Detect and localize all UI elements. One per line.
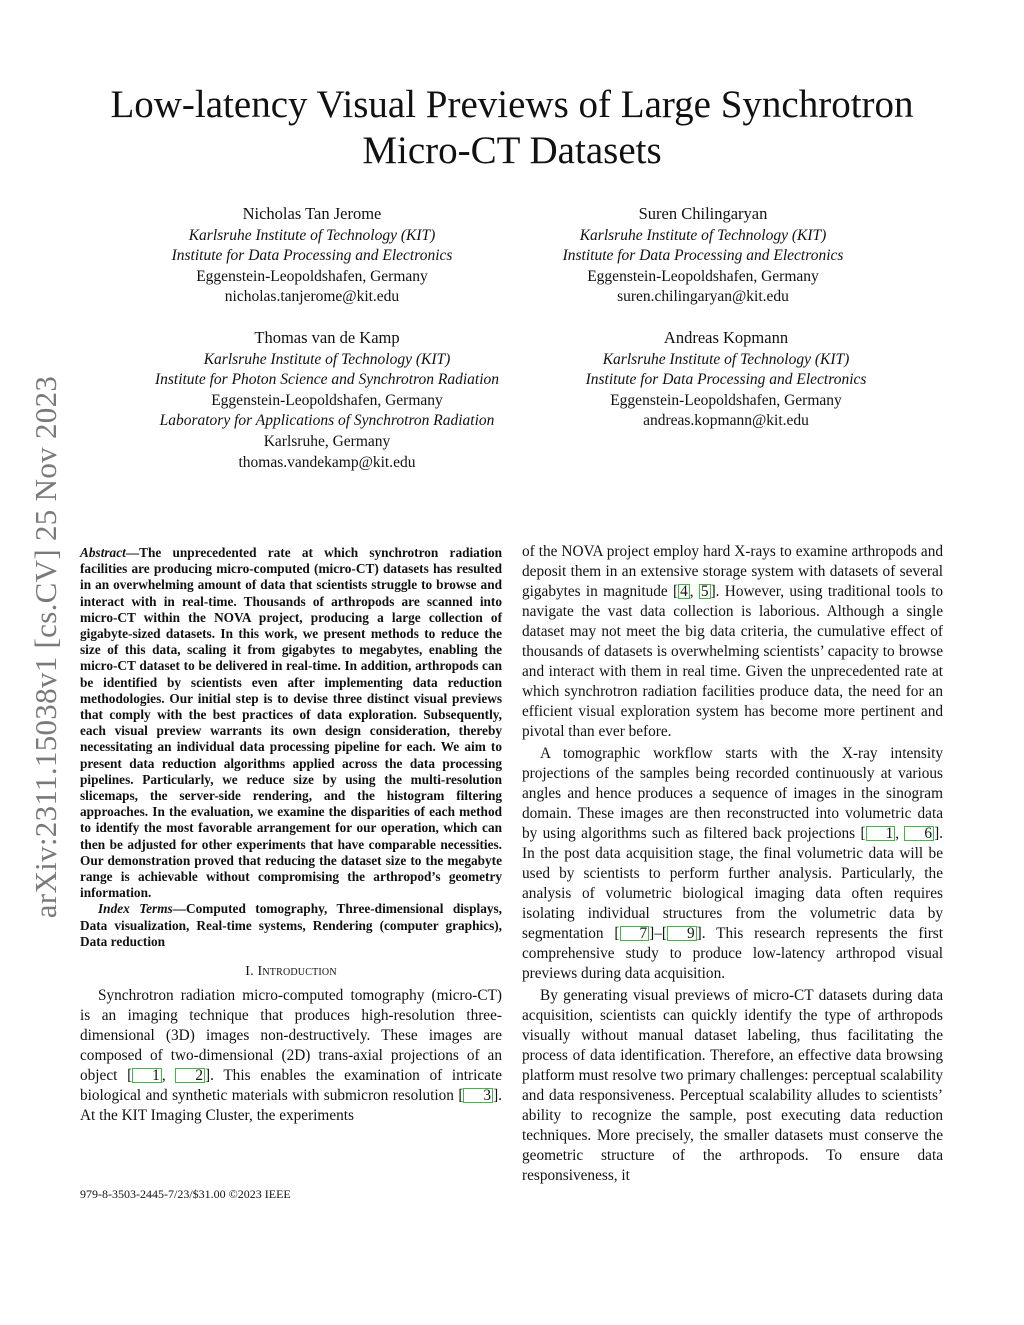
text-run: , — [689, 583, 699, 600]
citation-link[interactable]: 6 — [904, 826, 934, 841]
citation-link[interactable]: 1 — [132, 1068, 162, 1083]
left-column — [80, 545, 502, 1126]
author-location: Eggenstein-Leopoldshafen, Germany — [587, 267, 819, 285]
author-laboratory: Laboratory for Applications of Synchrotron Radiation — [159, 412, 495, 430]
author-name: Suren Chilingaryan — [638, 204, 768, 223]
section-name: Introduction — [257, 964, 337, 980]
author-department: Institute for Data Processing and Electronics — [585, 371, 867, 389]
body-paragraph — [522, 542, 943, 742]
citation-link[interactable]: 4 — [680, 583, 688, 600]
text-run: , — [895, 825, 905, 842]
body-paragraph: By generating visual previews of micro-CT datasets during data acquisition, scientists can quickly identify the type of arthropods visually without manual dataset labeling, thus facilitating the process of data identification. Therefore, an effective data browsing platform must resolve two primary challenges: perceptual scalability and data responsiveness. Perceptual scalability alludes to scientists’ ability to recognize the sample, post executing data reduction techniques. More precisely, the smaller datasets must conserve the geometric structure of the arthropods. To ensure data responsiveness, it — [522, 987, 943, 1184]
index-terms-text: —Computed tomography, Three-dimensional displays, Data visualization, Real-time systems, Rendering (computer graphics), Data reduction — [80, 901, 502, 949]
right-column — [522, 542, 943, 1186]
text-run: ]. This research represents the first comprehensive study to produce low-latency arthropod visual previews during data acquisition. — [522, 925, 943, 982]
abstract-label: Abstract — [80, 545, 126, 560]
author-email[interactable]: suren.chilingaryan@kit.edu — [617, 288, 789, 306]
author-name: Thomas van de Kamp — [254, 328, 400, 347]
text-run: ]. In the post data acquisition stage, the final volumetric data will be used by scientists to perform further analysis. Particularly, the analysis of volumetric biological imaging data often requires isolating individual structures from the volumetric data by segmentation [ — [522, 825, 943, 942]
author-institution: Karlsruhe Institute of Technology (KIT) — [579, 226, 827, 244]
author-name: Nicholas Tan Jerome — [242, 204, 382, 223]
citation-link[interactable]: 2 — [175, 1068, 205, 1083]
citation-link[interactable]: 7 — [620, 926, 650, 941]
author-institution: Karlsruhe Institute of Technology (KIT) — [203, 350, 451, 368]
author-email[interactable]: thomas.vandekamp@kit.edu — [238, 453, 416, 471]
section-heading-introduction — [80, 964, 502, 980]
section-numeral: I. — [245, 964, 258, 980]
author-department: Institute for Photon Science and Synchrotron Radiation — [154, 371, 500, 389]
text-run: A tomographic workflow starts with the X-ray intensity projections of the samples being recorded continuously at various angles and hence produces a sequence of images in the sinogram domain. These images are then reconstructed into volumetric data by using algorithms such as filtered back projections [ — [522, 745, 943, 842]
author-institution: Karlsruhe Institute of Technology (KIT) — [188, 226, 436, 244]
paper-title — [60, 82, 964, 174]
author-department: Institute for Data Processing and Electronics — [562, 247, 844, 265]
citation-link[interactable]: 1 — [866, 826, 896, 841]
index-terms — [80, 901, 502, 950]
author-email[interactable]: nicholas.tanjerome@kit.edu — [224, 288, 400, 306]
text-run: ]–[ — [649, 925, 667, 942]
author-block-3 — [127, 328, 527, 473]
author-location: Eggenstein-Leopoldshafen, Germany — [211, 391, 443, 409]
body-paragraph — [522, 744, 943, 984]
abstract — [80, 545, 502, 901]
text-run: ]. This enables the examination of intricate biological and synthetic materials with submicron resolution [ — [80, 1067, 502, 1105]
author-block-2 — [503, 204, 903, 308]
title-line-1: Low-latency Visual Previews of Large Synchrotron — [110, 83, 914, 126]
author-block-1 — [112, 204, 512, 308]
intro-paragraph — [80, 986, 502, 1126]
index-terms-label: Index Terms — [98, 901, 173, 917]
author-institution: Karlsruhe Institute of Technology (KIT) — [602, 350, 850, 368]
abstract-text: —The unprecedented rate at which synchrotron radiation facilities are producing micro-computed (micro-CT) datasets has resulted in an overwhelming amount of data that scientists struggle to browse and interact with in real-time. Thousands of arthropods are scanned into micro-CT within the NOVA project, producing a large collection of gigabyte-sized datasets. In this work, we present methods to reduce the size of this data, scaling it from gigabytes to megabytes, enabling the micro-CT dataset to be delivered in real-time. In addition, arthropods can be identified by scientists even after implementing data reduction methodologies. Our initial step is to devise three distinct visual previews that comply with the best practices of data exploration. Subsequently, each visual preview warrants its own design consideration, thereby necessitating an individual data processing pipeline for each. We aim to present data reduction algorithms applied across the data processing pipelines. Particularly, we reduce size by using the multi-resolution slicemaps, the server-side rendering, and the histogram filtering approaches. In the evaluation, we examine the disparities of each method to identify the most favorable arrangement for our operation, which can then be adjusted for other experiments that have comparable necessities. Our demonstration proved that reducing the dataset size to the megabyte range is achievable without compromising the arthropod’s geometry information. — [80, 545, 502, 901]
citation-link[interactable]: 5 — [700, 583, 709, 600]
citation-link[interactable]: 9 — [667, 926, 697, 941]
text-run: ]. At the KIT Imaging Cluster, the experiments — [80, 1087, 502, 1125]
arxiv-identifier: arXiv:2311.15038v1 [cs.CV] 25 Nov 2023 — [28, 375, 63, 919]
copyright-footer: 979-8-3503-2445-7/23/$31.00 ©2023 IEEE — [80, 1187, 291, 1201]
author-name: Andreas Kopmann — [663, 328, 789, 347]
citation-link[interactable]: 3 — [463, 1088, 493, 1103]
author-department: Institute for Data Processing and Electronics — [171, 247, 453, 265]
text-run: of the NOVA project employ hard X-rays to examine arthropods and deposit them in an extensive storage system with datasets of several gigabytes in magnitude [ — [522, 543, 943, 600]
author-location-2: Karlsruhe, Germany — [263, 432, 391, 450]
author-location: Eggenstein-Leopoldshafen, Germany — [610, 391, 842, 409]
author-location: Eggenstein-Leopoldshafen, Germany — [196, 267, 428, 285]
author-block-4 — [526, 328, 926, 432]
text-run: , — [161, 1067, 176, 1085]
text-run: Synchrotron radiation micro-computed tomography (micro-CT) is an imaging technique that produces high-resolution three-dimensional (3D) images non-destructively. These images are composed of two-dimensional (2D) trans-axial projections of an object [ — [80, 987, 502, 1085]
title-line-2: Micro-CT Datasets — [362, 129, 662, 172]
text-run: ]. However, using traditional tools to navigate the vast data collection is laborious. Although a single dataset may not meet the big data criteria, the cumulative effect of thousands of datasets is overwhelming scientists’ capacity to browse and interact with them in real time. Given the unprecedented rate at which synchrotron radiation facilities produce data, the need for an efficient visual exploration system has become more pertinent and pivotal than ever before. — [522, 583, 943, 740]
author-email[interactable]: andreas.kopmann@kit.edu — [643, 412, 809, 430]
